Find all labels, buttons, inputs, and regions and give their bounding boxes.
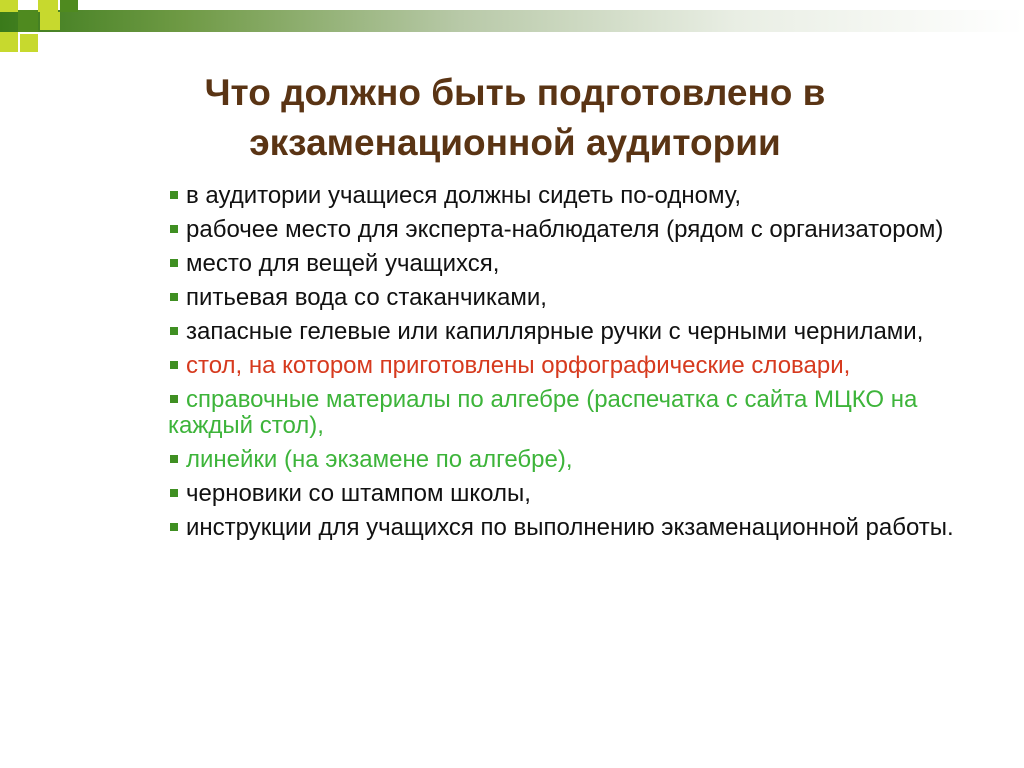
bullet-list (168, 183, 958, 549)
bullet-text: питьевая вода со стаканчиками, (186, 284, 547, 311)
square-bullet-icon (170, 225, 178, 233)
bullet-text: стол, на котором приготовлены орфографические словари, (186, 352, 851, 379)
bullet-text: место для вещей учащихся, (186, 250, 500, 277)
square-bullet-icon (170, 293, 178, 301)
bullet-item (168, 481, 958, 507)
bullet-text: в аудитории учащиеся должны сидеть по-одному, (186, 182, 741, 209)
bullet-text: инструкции для учащихся по выполнению экзаменационной работы. (186, 514, 954, 541)
square-bullet-icon (170, 489, 178, 497)
bullet-text: запасные гелевые или капиллярные ручки с черными чернилами, (186, 318, 924, 345)
bullet-item (168, 447, 958, 473)
square-bullet-icon (170, 455, 178, 463)
bullet-item (168, 285, 958, 311)
decor-square (0, 32, 18, 52)
bullet-item (168, 319, 958, 345)
square-bullet-icon (170, 327, 178, 335)
bullet-item (168, 251, 958, 277)
bullet-text: линейки (на экзамене по алгебре), (186, 446, 573, 473)
decor-square (60, 0, 78, 12)
square-bullet-icon (170, 361, 178, 369)
square-bullet-icon (170, 523, 178, 531)
slide-title-line2: экзаменационной аудитории (249, 122, 781, 163)
decor-square (20, 34, 38, 52)
bullet-text: черновики со штампом школы, (186, 480, 531, 507)
bullet-item (168, 353, 958, 379)
square-bullet-icon (170, 191, 178, 199)
bullet-item (168, 515, 958, 541)
decor-square (18, 10, 38, 32)
slide-title (120, 68, 910, 168)
decor-square (38, 0, 58, 12)
bullet-text: рабочее место для эксперта-наблюдателя (рядом с организатором) (186, 216, 944, 243)
decor-square (40, 12, 60, 30)
bullet-text: справочные материалы по алгебре (распечатка с сайта МЦКО на каждый стол), (168, 386, 918, 439)
bullet-item (168, 217, 958, 243)
slide-title-line1: Что должно быть подготовлено в (204, 72, 826, 113)
square-bullet-icon (170, 395, 178, 403)
square-bullet-icon (170, 259, 178, 267)
bullet-item (168, 183, 958, 209)
bullet-item (168, 387, 958, 439)
header-gradient-bar (0, 10, 1024, 32)
decor-square (0, 0, 18, 12)
